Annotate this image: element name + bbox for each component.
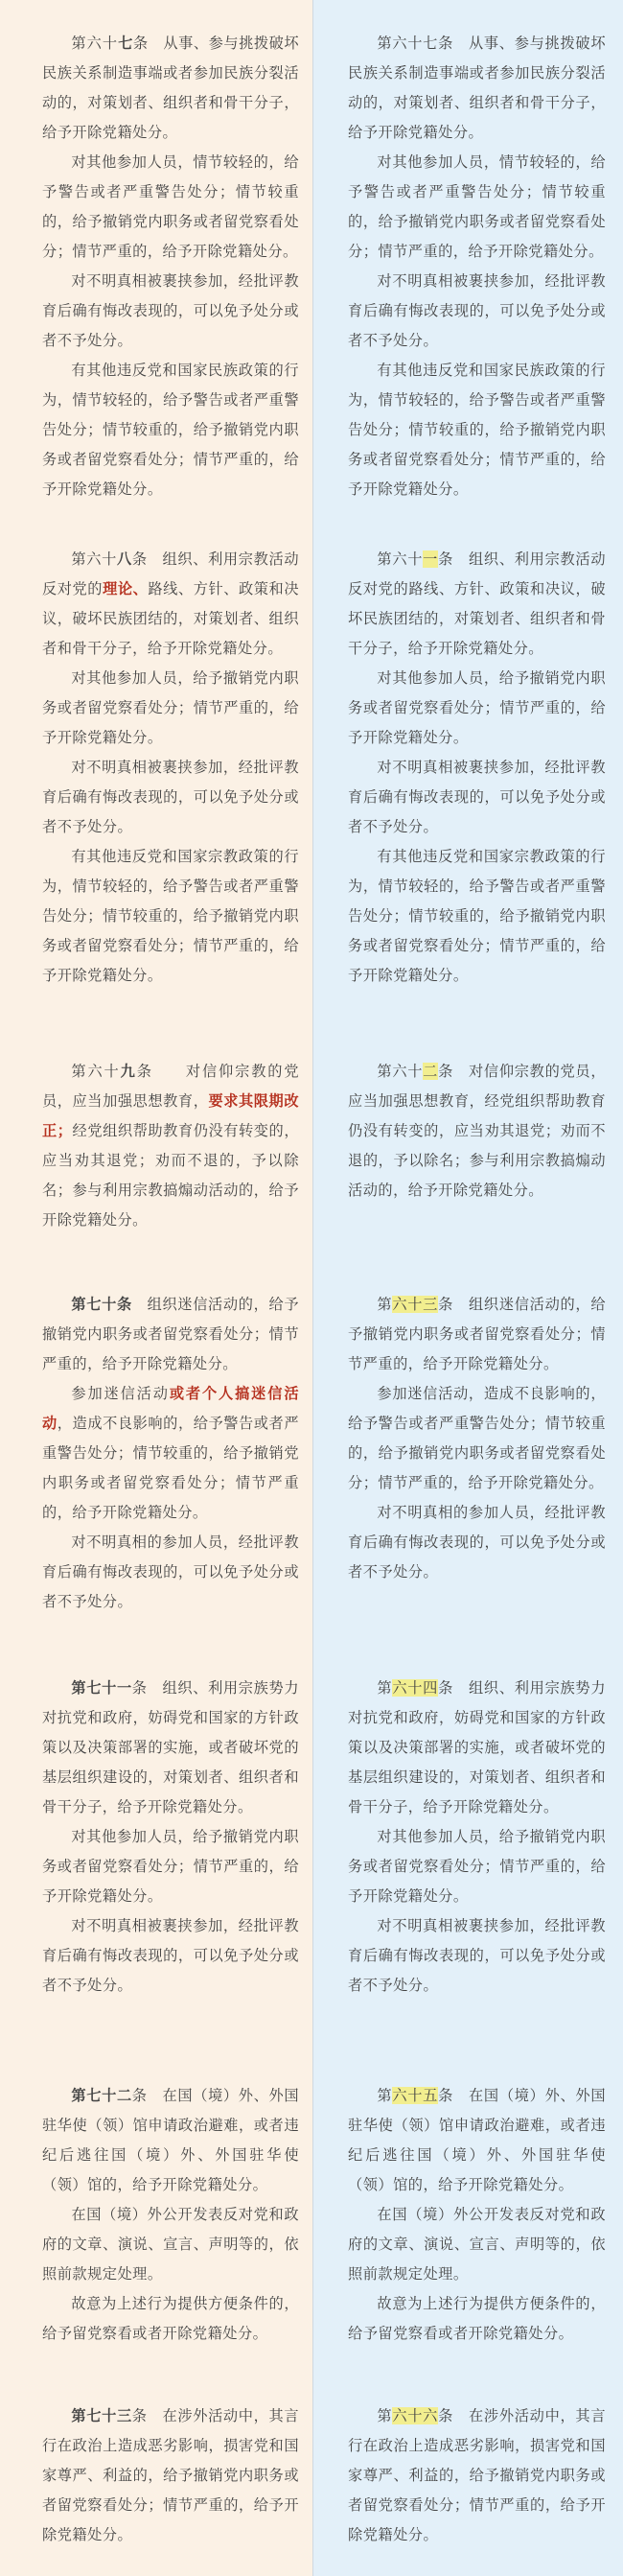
article-paragraph: 对其他参加人员，给予撤销党内职务或者留党察看处分；情节严重的，给予开除党籍处分。	[348, 669, 606, 746]
left-article-71	[42, 1674, 299, 2001]
article-paragraph: 第六十九条 对信仰宗教的党员，应当加强思想教育，要求其限期改正；经党组织帮助教育仍没有转变的，应当劝其退党；劝而不退的，予以除名；参与利用宗教搞煽动活动的，给予开除党籍处分。	[42, 1063, 300, 1229]
article-paragraph: 对不明真相的参加人员，经批评教育后确有悔改表现的，可以免予处分或者不予处分。	[42, 1534, 299, 1610]
article-paragraph: 对不明真相被裹挟参加，经批评教育后确有悔改表现的，可以免予处分或者不予处分。	[42, 1917, 299, 1994]
right-article-67	[348, 29, 606, 504]
article-paragraph: 故意为上述行为提供方便条件的，给予留党察看或者开除党籍处分。	[348, 2295, 606, 2342]
article-paragraph: 参加迷信活动，造成不良影响的，给予警告或者严重警告处分；情节较重的，给予撤销党内职务或者留党察看处分；情节严重的，给予开除党籍处分。	[348, 1385, 606, 1491]
article-paragraph: 对其他参加人员，情节较轻的，给予警告或者严重警告处分；情节较重的，给予撤销党内职务或者留党察看处分；情节严重的，给予开除党籍处分。	[348, 153, 606, 260]
article-paragraph: 有其他违反党和国家民族政策的行为，情节较轻的，给予警告或者严重警告处分；情节较重的，给予撤销党内职务或者留党察看处分；情节严重的，给予开除党籍处分。	[42, 362, 299, 498]
right-article-66	[348, 2401, 606, 2550]
article-paragraph: 第七十条 组织迷信活动的，给予撤销党内职务或者留党察看处分；情节严重的，给予开除党籍处分。	[42, 1296, 299, 1372]
article-paragraph: 在国（境）外公开发表反对党和政府的文章、演说、宣言、声明等的，依照前款规定处理。	[42, 2206, 299, 2283]
left-article-67	[42, 29, 299, 504]
right-article-63	[348, 1290, 606, 1587]
article-paragraph: 第六十七条 从事、参与挑拨破坏民族关系制造事端或者参加民族分裂活动的，对策划者、组织者和骨干分子，给予开除党籍处分。	[42, 35, 300, 141]
article-paragraph: 第六十七条 从事、参与挑拨破坏民族关系制造事端或者参加民族分裂活动的，对策划者、组织者和骨干分子，给予开除党籍处分。	[348, 35, 607, 141]
article-paragraph: 对其他参加人员，情节较轻的，给予警告或者严重警告处分；情节较重的，给予撤销党内职务或者留党察看处分；情节严重的，给予开除党籍处分。	[42, 153, 299, 260]
right-article-62	[348, 1057, 606, 1206]
article-paragraph: 故意为上述行为提供方便条件的，给予留党察看或者开除党籍处分。	[42, 2295, 299, 2342]
article-paragraph: 第六十八条 组织、利用宗教活动反对党的理论、路线、方针、政策和决议，破坏民族团结的，对策划者、组织者和骨干分子，给予开除党籍处分。	[42, 550, 300, 657]
left-article-73	[42, 2401, 299, 2550]
article-paragraph: 参加迷信活动或者个人搞迷信活动，造成不良影响的，给予警告或者严重警告处分；情节较重的，给予撤销党内职务或者留党察看处分；情节严重的，给予开除党籍处分。	[42, 1385, 300, 1521]
article-paragraph: 第六十三条 组织迷信活动的，给予撤销党内职务或者留党察看处分；情节严重的，给予开除党籍处分。	[348, 1296, 607, 1372]
article-paragraph: 第六十六条 在涉外活动中，其言行在政治上造成恶劣影响，损害党和国家尊严、利益的，给予撤销党内职务或者留党察看处分；情节严重的，给予开除党籍处分。	[348, 2407, 607, 2543]
left-article-69	[42, 1057, 299, 1235]
article-paragraph: 第七十二条 在国（境）外、外国驻华使（领）馆申请政治避难，或者违纪后逃往国（境）外、外国驻华使（领）馆的，给予开除党籍处分。	[42, 2087, 300, 2193]
article-paragraph: 对不明真相被裹挟参加，经批评教育后确有悔改表现的，可以免予处分或者不予处分。	[42, 759, 299, 835]
article-paragraph: 对其他参加人员，给予撤销党内职务或者留党察看处分；情节严重的，给予开除党籍处分。	[348, 1828, 606, 1905]
article-paragraph: 第六十四条 组织、利用宗族势力对抗党和政府，妨碍党和国家的方针政策以及决策部署的实施，或者破坏党的基层组织建设的，对策划者、组织者和骨干分子，给予开除党籍处分。	[348, 1679, 607, 1815]
right-column-original	[312, 0, 623, 2576]
article-paragraph: 有其他违反党和国家宗教政策的行为，情节较轻的，给予警告或者严重警告处分；情节较重的，给予撤销党内职务或者留党察看处分；情节严重的，给予开除党籍处分。	[42, 848, 299, 984]
article-paragraph: 对不明真相被裹挟参加，经批评教育后确有悔改表现的，可以免予处分或者不予处分。	[348, 272, 606, 349]
article-paragraph: 对其他参加人员，给予撤销党内职务或者留党察看处分；情节严重的，给予开除党籍处分。	[42, 669, 299, 746]
left-article-70	[42, 1290, 299, 1617]
right-article-61	[348, 545, 606, 991]
article-paragraph: 有其他违反党和国家民族政策的行为，情节较轻的，给予警告或者严重警告处分；情节较重的，给予撤销党内职务或者留党察看处分；情节严重的，给予开除党籍处分。	[348, 362, 606, 498]
article-paragraph: 第六十二条 对信仰宗教的党员，应当加强思想教育，经党组织帮助教育仍没有转变的，应当劝其退党；劝而不退的，予以除名；参与利用宗教搞煽动活动的，给予开除党籍处分。	[348, 1063, 607, 1199]
article-paragraph: 第七十三条 在涉外活动中，其言行在政治上造成恶劣影响，损害党和国家尊严、利益的，给予撤销党内职务或者留党察看处分；情节严重的，给予开除党籍处分。	[42, 2407, 300, 2543]
article-paragraph: 有其他违反党和国家宗教政策的行为，情节较轻的，给予警告或者严重警告处分；情节较重的，给予撤销党内职务或者留党察看处分；情节严重的，给予开除党籍处分。	[348, 848, 606, 984]
right-article-64	[348, 1674, 606, 2001]
article-paragraph: 第六十五条 在国（境）外、外国驻华使（领）馆申请政治避难，或者违纪后逃往国（境）外、外国驻华使（领）馆的，给予开除党籍处分。	[348, 2087, 607, 2193]
article-paragraph: 第七十一条 组织、利用宗族势力对抗党和政府，妨碍党和国家的方针政策以及决策部署的实施，或者破坏党的基层组织建设的，对策划者、组织者和骨干分子，给予开除党籍处分。	[42, 1679, 300, 1815]
article-paragraph: 对不明真相被裹挟参加，经批评教育后确有悔改表现的，可以免予处分或者不予处分。	[348, 759, 606, 835]
left-article-68	[42, 545, 299, 991]
article-paragraph: 对不明真相被裹挟参加，经批评教育后确有悔改表现的，可以免予处分或者不予处分。	[42, 272, 299, 349]
article-paragraph: 在国（境）外公开发表反对党和政府的文章、演说、宣言、声明等的，依照前款规定处理。	[348, 2206, 606, 2283]
left-article-72	[42, 2081, 299, 2349]
article-paragraph: 第六十一条 组织、利用宗教活动反对党的路线、方针、政策和决议，破坏民族团结的，对策划者、组织者和骨干分子，给予开除党籍处分。	[348, 550, 607, 657]
article-paragraph: 对不明真相的参加人员，经批评教育后确有悔改表现的，可以免予处分或者不予处分。	[348, 1504, 606, 1581]
article-paragraph: 对不明真相被裹挟参加，经批评教育后确有悔改表现的，可以免予处分或者不予处分。	[348, 1917, 606, 1994]
article-paragraph: 对其他参加人员，给予撤销党内职务或者留党察看处分；情节严重的，给予开除党籍处分。	[42, 1828, 299, 1905]
right-article-65	[348, 2081, 606, 2349]
